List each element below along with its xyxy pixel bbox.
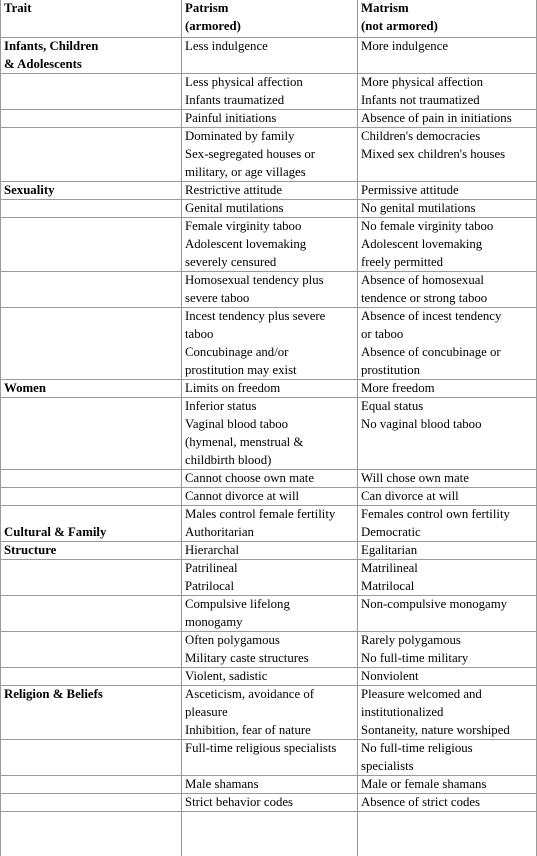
row-divider	[0, 397, 536, 398]
patrism-cell-text: Compulsive lifelong	[185, 597, 290, 611]
patrism-cell-text: prostitution may exist	[185, 363, 297, 377]
section-title: Cultural & Family	[4, 525, 107, 539]
matrism-cell-text: No female virginity taboo	[361, 219, 494, 233]
patrism-cell-text: Adolescent lovemaking	[185, 237, 307, 251]
patrism-cell-text: pleasure	[185, 705, 228, 719]
matrism-cell-text: or taboo	[361, 327, 404, 341]
patrism-cell-text: Painful initiations	[185, 111, 277, 125]
patrism-cell-text: Inhibition, fear of nature	[185, 723, 311, 737]
matrism-cell-text: No vaginal blood taboo	[361, 417, 482, 431]
patrism-cell-text: Less physical affection	[185, 75, 303, 89]
patrism-cell-text: severe taboo	[185, 291, 250, 305]
matrism-cell-text: Can divorce at will	[361, 489, 459, 503]
matrism-cell-text: More freedom	[361, 381, 435, 395]
patrism-cell-text: Strict behavior codes	[185, 795, 294, 809]
patrism-cell-text: Limits on freedom	[185, 381, 281, 395]
patrism-cell-text: Cannot choose own mate	[185, 471, 315, 485]
matrism-cell-text: Permissive attitude	[361, 183, 459, 197]
matrism-cell-text: Non-compulsive monogamy	[361, 597, 508, 611]
patrism-cell-text: childbirth blood)	[185, 453, 272, 467]
header-patrism: Patrism	[185, 1, 229, 15]
matrism-cell-text: Absence of homosexual	[361, 273, 484, 287]
matrism-cell-text: Pleasure welcomed and	[361, 687, 482, 701]
matrism-cell-text: prostitution	[361, 363, 421, 377]
matrism-cell-text: More indulgence	[361, 39, 449, 53]
matrism-cell-text: Matrilineal	[361, 561, 418, 575]
patrism-cell-text: Homosexual tendency plus	[185, 273, 324, 287]
header-matrism-note: (not armored)	[361, 19, 438, 33]
matrism-cell-text: Matrilocal	[361, 579, 415, 593]
section-title: Infants, Children	[4, 39, 99, 53]
patrism-cell-text: Military caste structures	[185, 651, 309, 665]
matrism-cell-text: Male or female shamans	[361, 777, 487, 791]
matrism-cell-text: More physical affection	[361, 75, 484, 89]
patrism-cell-text: Genital mutilations	[185, 201, 284, 215]
patrism-cell-text: military, or age villages	[185, 165, 306, 179]
matrism-cell-text: Rarely polygamous	[361, 633, 461, 647]
matrism-cell-text: Nonviolent	[361, 669, 419, 683]
matrism-cell-text: specialists	[361, 759, 414, 773]
section-title: Religion & Beliefs	[4, 687, 103, 701]
section-title: Women	[4, 381, 46, 395]
header-patrism-note: (armored)	[185, 19, 241, 33]
patrism-cell-text: Dominated by family	[185, 129, 295, 143]
row-divider	[0, 559, 536, 560]
matrism-cell-text: Absence of pain in initiations	[361, 111, 512, 125]
patrism-cell-text: Authoritarian	[185, 525, 254, 539]
matrism-cell-text: freely permitted	[361, 255, 444, 269]
matrism-cell-text: Equal status	[361, 399, 424, 413]
patrism-cell-text: Often polygamous	[185, 633, 280, 647]
patrism-cell-text: Infants traumatized	[185, 93, 285, 107]
matrism-cell-text: Adolescent lovemaking	[361, 237, 483, 251]
header-trait: Trait	[4, 1, 32, 15]
matrism-cell-text: Mixed sex children's houses	[361, 147, 506, 161]
patrism-cell-text: (hymenal, menstrual &	[185, 435, 304, 449]
matrism-cell-text: Democratic	[361, 525, 421, 539]
patrism-cell-text: Patrilineal	[185, 561, 238, 575]
matrism-cell-text: No genital mutilations	[361, 201, 476, 215]
matrism-cell-text: Females control own fertility	[361, 507, 510, 521]
matrism-cell-text: institutionalized	[361, 705, 444, 719]
matrism-cell-text: tendence or strong taboo	[361, 291, 488, 305]
header-matrism: Matrism	[361, 1, 409, 15]
patrism-cell-text: Inferior status	[185, 399, 257, 413]
matrism-cell-text: No full-time military	[361, 651, 469, 665]
patrism-cell-text: Concubinage and/or	[185, 345, 289, 359]
matrism-cell-text: Egalitarian	[361, 543, 418, 557]
patrism-cell-text: Restrictive attitude	[185, 183, 283, 197]
patrism-cell-text: taboo	[185, 327, 214, 341]
matrism-cell-text: Children's democracies	[361, 129, 481, 143]
section-title: & Adolescents	[4, 57, 82, 71]
matrism-cell-text: Absence of strict codes	[361, 795, 481, 809]
patrism-cell-text: Female virginity taboo	[185, 219, 302, 233]
section-title: Structure	[4, 543, 57, 557]
matrism-cell-text: Absence of concubinage or	[361, 345, 501, 359]
patrism-cell-text: Cannot divorce at will	[185, 489, 300, 503]
patrism-cell-text: Full-time religious specialists	[185, 741, 337, 755]
column-border	[0, 0, 1, 856]
matrism-cell-text: Absence of incest tendency	[361, 309, 502, 323]
section-title: Sexuality	[4, 183, 55, 197]
row-divider	[0, 667, 536, 668]
patrism-cell-text: severely censured	[185, 255, 277, 269]
matrism-cell-text: No full-time religious	[361, 741, 473, 755]
patrism-cell-text: Sex-segregated houses or	[185, 147, 316, 161]
matrism-cell-text: Sontaneity, nature worshiped	[361, 723, 510, 737]
row-divider	[0, 541, 536, 542]
patrism-cell-text: Male shamans	[185, 777, 259, 791]
patrism-cell-text: Males control female fertility	[185, 507, 336, 521]
patrism-cell-text: Vaginal blood taboo	[185, 417, 289, 431]
column-border	[357, 0, 358, 856]
patrism-cell-text: Asceticism, avoidance of	[185, 687, 314, 701]
matrism-cell-text: Infants not traumatized	[361, 93, 480, 107]
patrism-cell-text: Less indulgence	[185, 39, 268, 53]
patrism-cell-text: Violent, sadistic	[185, 669, 268, 683]
matrism-cell-text: Will chose own mate	[361, 471, 469, 485]
patrism-cell-text: monogamy	[185, 615, 243, 629]
patrism-cell-text: Incest tendency plus severe	[185, 309, 326, 323]
patrism-cell-text: Patrilocal	[185, 579, 235, 593]
patrism-cell-text: Hierarchal	[185, 543, 239, 557]
row-divider	[0, 811, 536, 812]
column-border	[181, 0, 182, 856]
